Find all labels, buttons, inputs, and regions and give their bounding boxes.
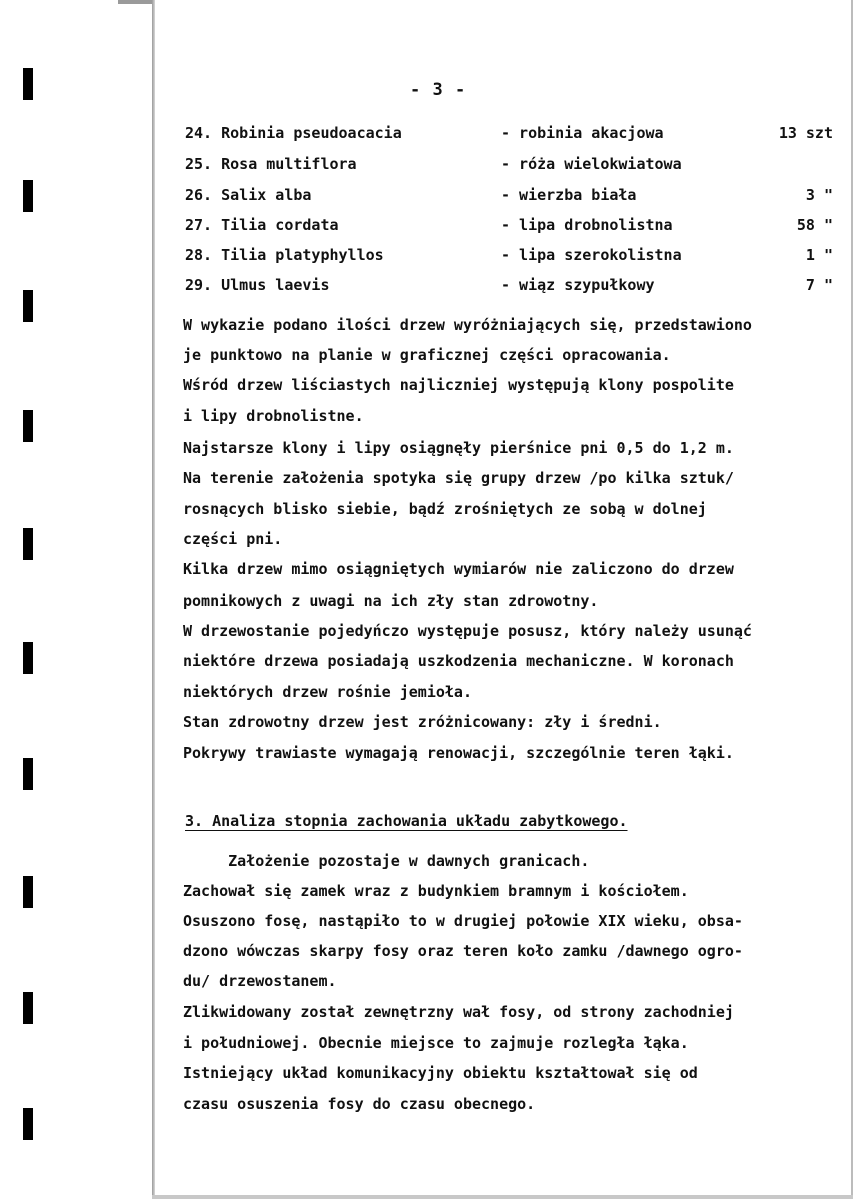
text-line: Najstarsze klony i lipy osiągnęły pierśnice pni 0,5 do 1,2 m.	[183, 439, 734, 457]
species-latin-name: 26. Salix alba	[185, 186, 312, 204]
binding-hole-mark	[23, 1108, 33, 1140]
species-polish-name: - wiąz szypułkowy	[501, 276, 655, 294]
species-count: 7 "	[805, 276, 833, 294]
species-count: 58 "	[796, 216, 833, 234]
species-row	[185, 124, 835, 152]
text-line: Zachował się zamek wraz z budynkiem bramnym i kościołem.	[183, 882, 689, 900]
species-latin-name: 25. Rosa multiflora	[185, 155, 357, 173]
scan-artifact	[118, 0, 154, 4]
text-line: Pokrywy trawiaste wymagają renowacji, szczególnie teren łąki.	[183, 744, 734, 762]
text-line: Założenie pozostaje w dawnych granicach.	[183, 852, 590, 870]
page-bottom-edge	[152, 1195, 853, 1199]
page-left-edge	[152, 0, 155, 1199]
binding-hole-mark	[23, 876, 33, 908]
species-polish-name: - robinia akacjowa	[501, 124, 664, 142]
text-line: czasu osuszenia fosy do czasu obecnego.	[183, 1095, 536, 1113]
text-line: Wśród drzew liściastych najliczniej występują klony pospolite	[183, 376, 734, 394]
binding-hole-mark	[23, 180, 33, 212]
species-count: 13 szt	[778, 124, 833, 142]
text-line: Osuszono fosę, nastąpiło to w drugiej połowie XIX wieku, obsa-	[183, 912, 743, 930]
text-line: Istniejący układ komunikacyjny obiektu kształtował się od	[183, 1064, 698, 1082]
text-line: i południowej. Obecnie miejsce to zajmuje rozległa łąka.	[183, 1034, 689, 1052]
binding-hole-mark	[23, 68, 33, 100]
text-line: niektóre drzewa posiadają uszkodzenia mechaniczne. W koronach	[183, 652, 734, 670]
page-number: - 3 -	[410, 80, 467, 100]
text-line: rosnących blisko siebie, bądź zrośniętych ze sobą w dolnej	[183, 500, 707, 518]
text-line: pomnikowych z uwagi na ich zły stan zdrowotny.	[183, 592, 599, 610]
species-row	[185, 246, 835, 274]
binding-hole-mark	[23, 290, 33, 322]
species-count: 3 "	[805, 186, 833, 204]
text-line: Zlikwidowany został zewnętrzny wał fosy, od strony zachodniej	[183, 1003, 734, 1021]
species-polish-name: - lipa drobnolistna	[501, 216, 673, 234]
species-latin-name: 24. Robinia pseudoacacia	[185, 124, 402, 142]
species-row	[185, 216, 835, 244]
text-line: niektórych drzew rośnie jemioła.	[183, 683, 472, 701]
text-line: Kilka drzew mimo osiągniętych wymiarów nie zaliczono do drzew	[183, 560, 734, 578]
species-polish-name: - lipa szerokolistna	[501, 246, 682, 264]
text-line: Na terenie założenia spotyka się grupy drzew /po kilka sztuk/	[183, 469, 734, 487]
text-line: W drzewostanie pojedyńczo występuje posusz, który należy usunąć	[183, 622, 752, 640]
species-count: 1 "	[805, 246, 833, 264]
binding-hole-mark	[23, 992, 33, 1024]
species-polish-name: - wierzba biała	[501, 186, 637, 204]
species-latin-name: 28. Tilia platyphyllos	[185, 246, 384, 264]
binding-hole-mark	[23, 758, 33, 790]
binding-hole-mark	[23, 528, 33, 560]
text-line: dzono wówczas skarpy fosy oraz teren koło zamku /dawnego ogro-	[183, 942, 743, 960]
text-line: części pni.	[183, 530, 283, 548]
binding-hole-mark	[23, 642, 33, 674]
species-latin-name: 29. Ulmus laevis	[185, 276, 330, 294]
text-line: du/ drzewostanem.	[183, 972, 337, 990]
text-line: W wykazie podano ilości drzew wyróżniających się, przedstawiono	[183, 316, 752, 334]
text-line: Stan zdrowotny drzew jest zróżnicowany: zły i średni.	[183, 713, 662, 731]
species-polish-name: - róża wielokwiatowa	[501, 155, 682, 173]
text-line: i lipy drobnolistne.	[183, 407, 364, 425]
species-row	[185, 276, 835, 304]
binding-hole-mark	[23, 410, 33, 442]
species-row	[185, 155, 835, 183]
species-latin-name: 27. Tilia cordata	[185, 216, 339, 234]
text-line: je punktowo na planie w graficznej części opracowania.	[183, 346, 671, 364]
section-heading: 3. Analiza stopnia zachowania układu zabytkowego.	[185, 812, 628, 830]
species-row	[185, 186, 835, 214]
